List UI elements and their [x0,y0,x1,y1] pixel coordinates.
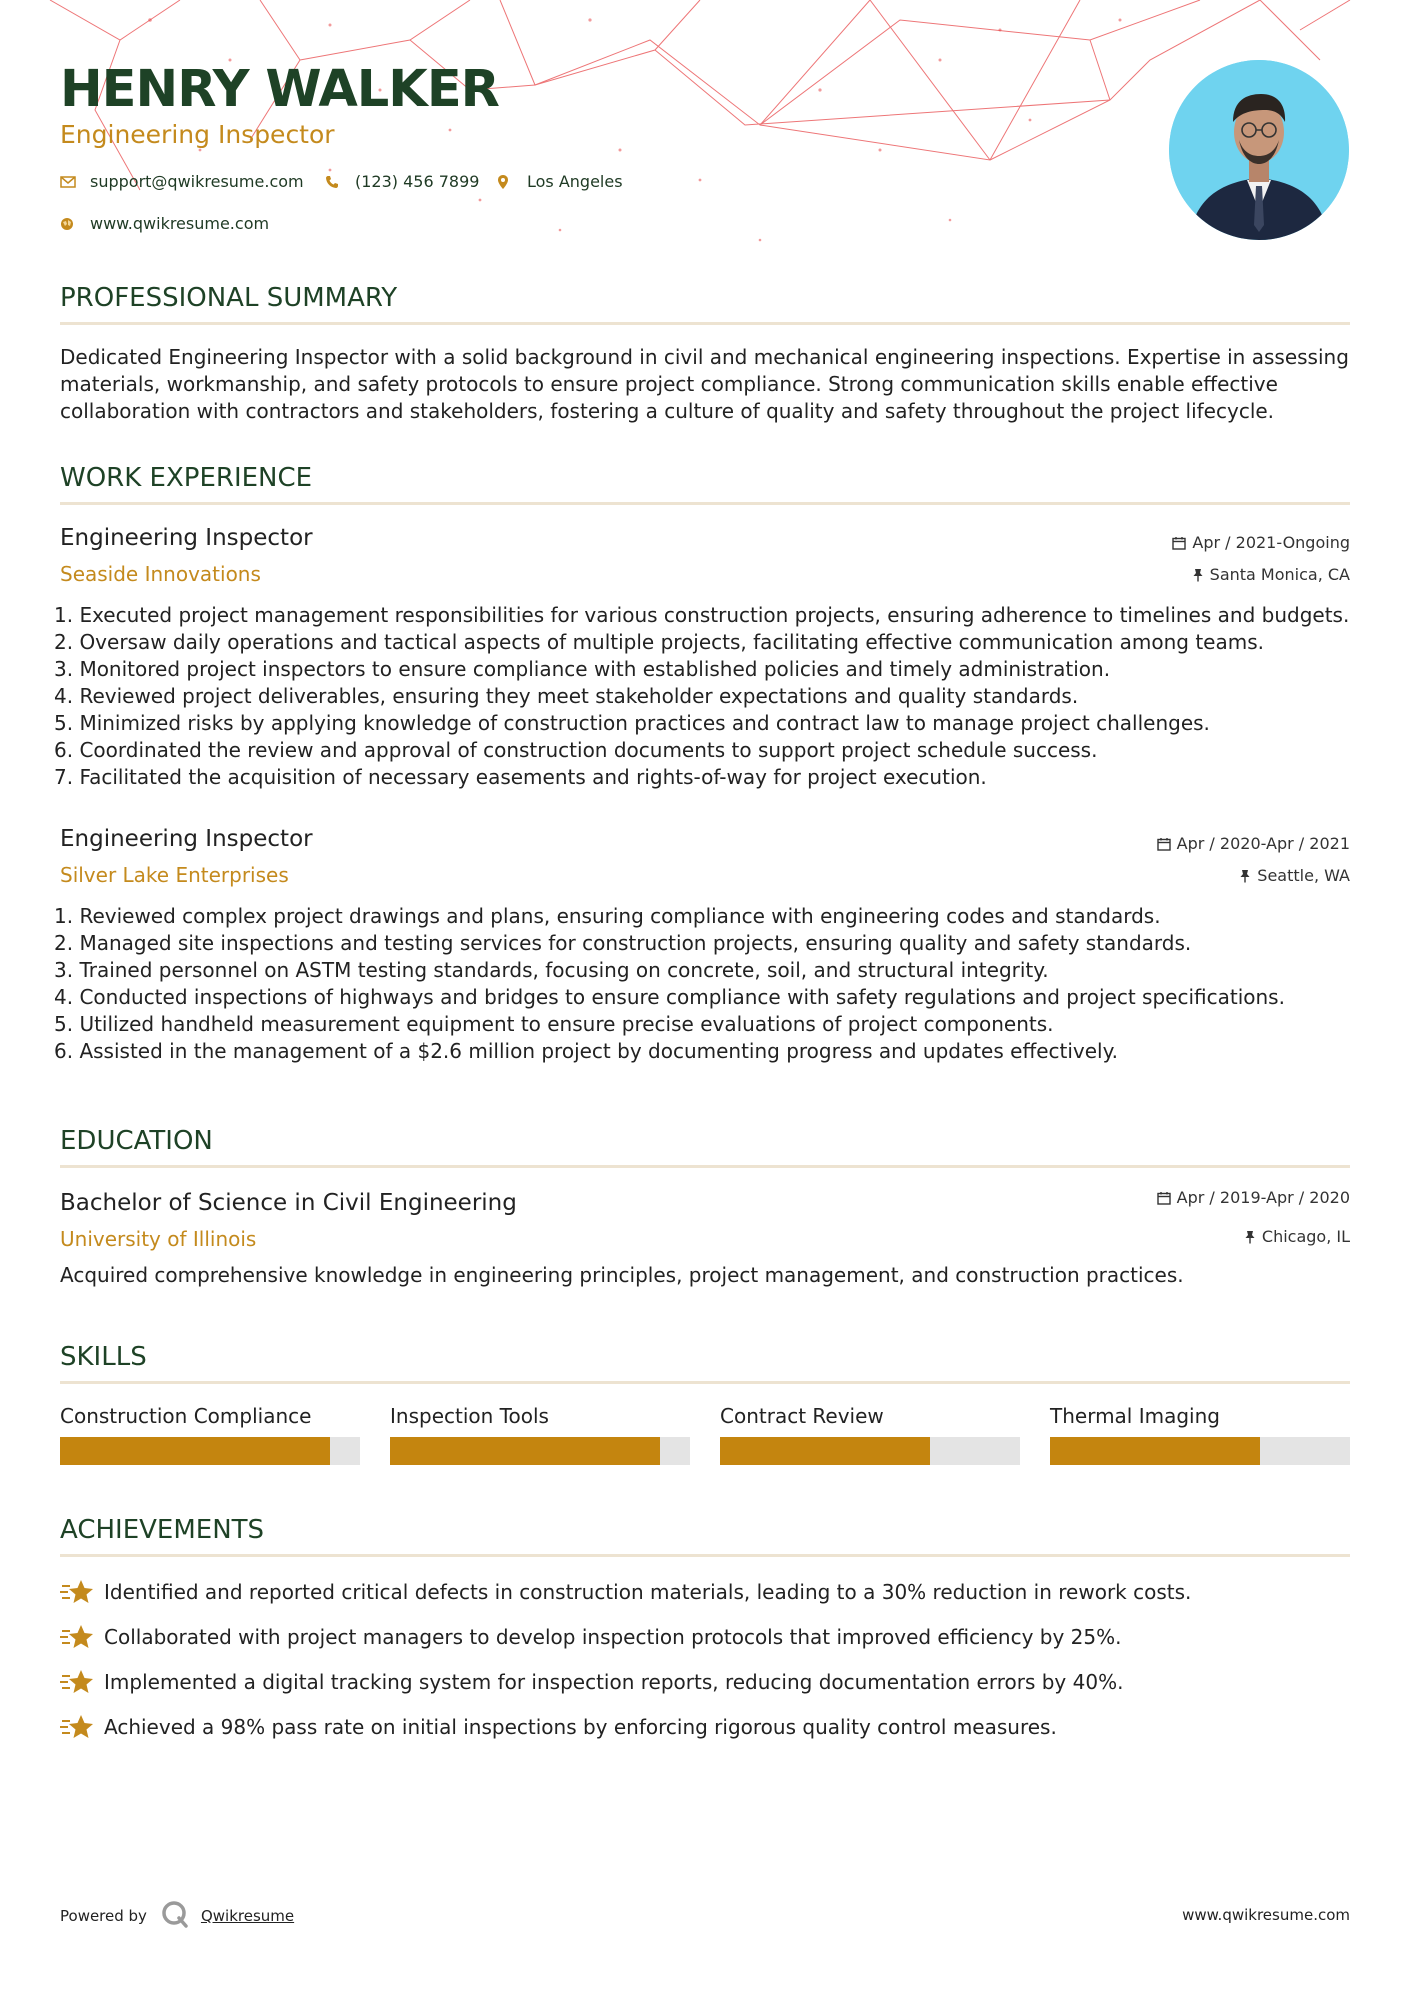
website-text: www.qwikresume.com [90,214,270,233]
education-description: Acquired comprehensive knowledge in engineering principles, project management, and construction practices. [60,1263,1184,1287]
job-dates-text: Apr / 2021-Ongoing [1192,533,1350,552]
calendar-icon [1172,536,1186,550]
list-item: 6. Coordinated the review and approval of construction documents to support project schedule success. [54,738,1098,762]
education-heading: EDUCATION [60,1126,213,1156]
achievement-text: Identified and reported critical defects in construction materials, leading to a 30% reduction in rework costs. [104,1580,1192,1604]
candidate-title: Engineering Inspector [60,120,335,149]
star-icon [60,1713,104,1741]
star-icon [60,1668,104,1696]
star-icon [60,1578,104,1606]
list-item: 6. Assisted in the management of a $2.6 million project by documenting progress and updates effectively. [54,1039,1118,1063]
achievement-item [60,1713,1057,1741]
skill-bar-track [1050,1437,1350,1465]
phone-text: (123) 456 7899 [355,172,480,191]
job-bullets [54,903,1354,1065]
qwikresume-link[interactable]: Qwikresume [200,1907,295,1925]
job-bullets [54,602,1354,791]
skill-inspection-tools [390,1404,690,1428]
contact-location [497,172,623,191]
contact-email[interactable] [60,172,304,191]
pushpin-icon [1239,869,1251,883]
experience-divider [60,502,1350,505]
achievement-text: Collaborated with project managers to develop inspection protocols that improved efficiency by 25%. [104,1625,1122,1649]
company-name: Seaside Innovations [60,562,261,586]
contact-phone[interactable] [325,172,479,191]
candidate-name: HENRY WALKER [60,60,499,119]
job-title: Engineering Inspector [60,826,313,852]
skill-construction-compliance [60,1404,360,1428]
summary-divider [60,322,1350,325]
skill-bar-fill [390,1437,660,1465]
list-item: 3. Trained personnel on ASTM testing standards, focusing on concrete, soil, and structural integrity. [54,958,1049,982]
achievement-item [60,1578,1191,1606]
job-location-text: Seattle, WA [1257,866,1350,885]
school-name: University of Illinois [60,1227,257,1251]
achievement-text: Implemented a digital tracking system for inspection reports, reducing documentation errors by 40%. [104,1670,1124,1694]
education-location-text: Chicago, IL [1261,1227,1350,1246]
skill-bar-track [60,1437,360,1465]
job-dates [1157,834,1350,853]
skill-label: Construction Compliance [60,1404,312,1428]
skill-bar-fill [720,1437,930,1465]
list-item: 5. Utilized handheld measurement equipment to ensure precise evaluations of project components. [54,1012,1054,1036]
skill-bar-fill [60,1437,330,1465]
summary-text: Dedicated Engineering Inspector with a solid background in civil and mechanical engineering inspections. Expertise in assessing materials, workmanship, and safety protocols to ensure project compliance. Strong communication skills enable effective collaboration with contractors and stakeholders, fostering a culture of quality and safety throughout the project lifecycle. [60,345,1349,423]
list-item: 2. Managed site inspections and testing services for construction projects, ensuring quality and safety standards. [54,931,1192,955]
achievement-item [60,1623,1122,1651]
job-title: Engineering Inspector [60,525,313,551]
company-name: Silver Lake Enterprises [60,863,289,887]
list-item: 7. Facilitated the acquisition of necessary easements and rights-of-way for project execution. [54,765,987,789]
job-location [1192,565,1350,584]
skill-bar-fill [1050,1437,1260,1465]
footer-url[interactable]: www.qwikresume.com [1182,1906,1350,1924]
list-item: 1. Executed project management responsibilities for various construction projects, ensuring adherence to timelines and budgets. [54,603,1350,627]
footer-powered-by [60,1900,294,1932]
envelope-icon [60,176,90,188]
skill-thermal-imaging [1050,1404,1350,1428]
achievements-divider [60,1554,1350,1557]
job-dates [1172,533,1350,552]
achievements-heading: ACHIEVEMENTS [60,1515,265,1545]
powered-by-label: Powered by [60,1907,147,1925]
skills-heading: SKILLS [60,1342,147,1372]
education-location [1244,1227,1350,1246]
contact-website[interactable] [60,214,269,233]
map-pin-icon [497,174,527,190]
skill-bar-track [720,1437,1020,1465]
email-text: support@qwikresume.com [90,172,304,191]
profile-photo [1169,60,1349,240]
list-item: 4. Conducted inspections of highways and bridges to ensure compliance with safety regulations and project specifications. [54,985,1285,1009]
calendar-icon [1157,837,1171,851]
list-item: 3. Monitored project inspectors to ensure compliance with established policies and timely administration. [54,657,1111,681]
globe-icon [60,217,90,231]
job-location [1239,866,1350,885]
list-item: 5. Minimized risks by applying knowledge of construction practices and contract law to manage project challenges. [54,711,1210,735]
summary-heading: PROFESSIONAL SUMMARY [60,283,398,313]
qwikresume-logo-icon [161,1900,189,1932]
education-dates [1157,1188,1350,1207]
skill-contract-review [720,1404,1020,1428]
location-text: Los Angeles [527,172,623,191]
experience-heading: WORK EXPERIENCE [60,463,313,493]
job-dates-text: Apr / 2020-Apr / 2021 [1176,834,1350,853]
star-icon [60,1623,104,1651]
phone-icon [325,175,355,189]
list-item: 4. Reviewed project deliverables, ensuring they meet stakeholder expectations and quality standards. [54,684,1079,708]
calendar-icon [1157,1191,1171,1205]
list-item: 1. Reviewed complex project drawings and plans, ensuring compliance with engineering codes and standards. [54,904,1161,928]
job-location-text: Santa Monica, CA [1209,565,1350,584]
skill-label: Inspection Tools [390,1404,549,1428]
skills-divider [60,1381,1350,1384]
skill-bar-track [390,1437,690,1465]
degree-title: Bachelor of Science in Civil Engineering [60,1190,517,1216]
pushpin-icon [1244,1230,1256,1244]
list-item: 2. Oversaw daily operations and tactical aspects of multiple projects, facilitating effective communication among teams. [54,630,1264,654]
achievement-text: Achieved a 98% pass rate on initial inspections by enforcing rigorous quality control measures. [104,1715,1057,1739]
skill-label: Contract Review [720,1404,884,1428]
skill-label: Thermal Imaging [1050,1404,1220,1428]
achievement-item [60,1668,1123,1696]
education-divider [60,1165,1350,1168]
education-dates-text: Apr / 2019-Apr / 2020 [1176,1188,1350,1207]
pushpin-icon [1192,568,1204,582]
